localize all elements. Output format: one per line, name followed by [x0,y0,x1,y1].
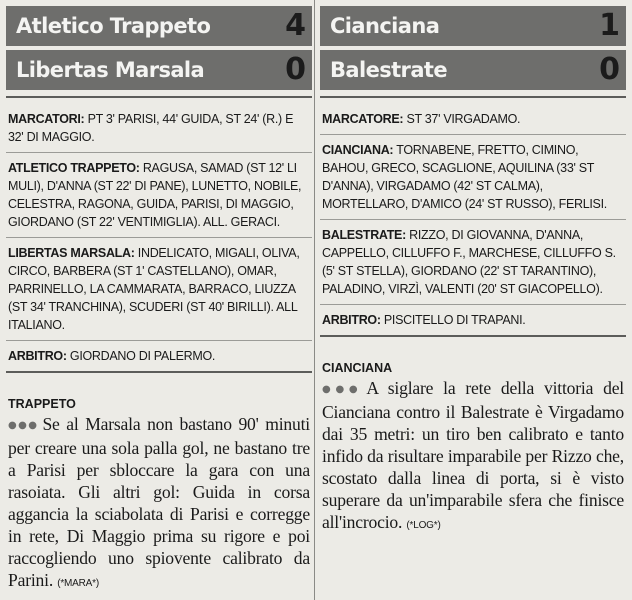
away-lineup-label: LIBERTAS MARSALA: [8,246,135,260]
referee-label: ARBITRO: [8,349,67,363]
home-lineup-block [6,153,312,238]
away-team-score: 0 [285,52,306,87]
away-lineup-block [6,238,312,341]
away-team-bar [6,50,312,90]
bullet-dots-icon: ●●● [322,384,363,395]
home-team-name: Cianciana [330,14,440,38]
author-signature: (*MARA*) [57,578,99,589]
home-lineup-label: CIANCIANA: [322,143,394,157]
scorers-text: PT 3' PARISI, 44' GUIDA, ST 24' (R.) E 32' DI MAGGIO. [8,112,294,144]
home-lineup-label: ATLETICO TRAPPETO: [8,161,140,175]
home-lineup-block [320,135,626,220]
home-team-score: 1 [599,8,620,43]
away-lineup-label: BALESTRATE: [322,228,406,242]
referee-block [6,341,312,373]
referee-block [320,305,626,337]
away-team-name: Libertas Marsala [16,58,205,82]
away-lineup-text: INDELICATO, MIGALI, OLIVA, CIRCO, BARBERA (ST 1' CASTELLANO), OMAR, PARRINELLO, LA CAMMARATA, BARRACO, LIUZZA (ST 34' TRANCHINA), SCUDERI (ST 40' BIRILLI). ALL ITALIANO. [8,246,300,332]
referee-text: GIORDANO DI PALERMO. [69,349,216,363]
away-lineup-text: RIZZO, DI GIOVANNA, D'ANNA, CAPPELLO, CILLUFFO F., MARCHESE, CILLUFFO S. (5' ST STELLA), GIORDANO (22' ST TARANTINO), PALADINO, VIRZÌ, VALENTI (20' ST GIACOPELLO). [322,228,616,296]
scorers-label: MARCATORE: [322,112,404,126]
scorers-block [6,98,312,153]
home-lineup-text: RAGUSA, SAMAD (ST 12' LI MULI), D'ANNA (ST 22' DI PANE), LUNETTO, NOBILE, CELESTRA, RAGONA, GUIDA, PARISI, DI MAGGIO, GIORDANO (ST 22' VENTIMIGLIA). ALL. GERACI. [8,161,302,229]
section-label: TRAPPETO [8,397,76,411]
home-team-bar [6,6,312,46]
article-text-block [320,375,626,537]
scorers-label: MARCATORI: [8,112,85,126]
article-body: A siglare la rete della vittoria del Cianciana contro il Balestrate è Virgadamo dai 35 metri: un tiro ben calibrato e tanto infido da risultare imparabile per Rizzo che, scostato dalla linea di porta, si è visto superare da un'imparabile sfera che finisce all'incrocio. [322,378,624,532]
match-report-cianciana [320,0,626,600]
home-lineup-text: TORNABENE, FRETTO, CIMINO, BAHOU, GRECO, SCAGLIONE, AQUILINA (33' ST D'ANNA), VIRGADAMO (42' ST CALMA), MORTELLARO, D'AMICO (24' ST RUSSO), FERLISI. [322,143,607,211]
bullet-dots-icon: ●●● [8,420,39,431]
referee-text: PISCITELLO DI TRAPANI. [383,313,526,327]
match-report-trappeto [6,0,312,600]
away-team-name: Balestrate [330,58,447,82]
scorers-block [320,98,626,135]
scorers-text: ST 37' VIRGADAMO. [406,112,521,126]
article-body: Se al Marsala non bastano 90' minuti per creare una sola palla gol, ne bastano tre a Parisi per sbloccare la gara con una rasoiata. Gli altri gol: Guida in corsa aggancia la sciabolata di Parisi e corregge in rete, Di Maggio prima su rigore e poi raccogliendo uno spiovente calibrato da Parini. [8,414,310,590]
article-text-block [6,411,312,595]
away-lineup-block [320,220,626,305]
home-team-bar [320,6,626,46]
section-label: CIANCIANA [322,361,393,375]
referee-label: ARBITRO: [322,313,381,327]
away-team-score: 0 [599,52,620,87]
column-divider [314,0,315,600]
author-signature: (*LOG*) [406,520,441,531]
away-team-bar [320,50,626,90]
home-team-name: Atletico Trappeto [16,14,211,38]
home-team-score: 4 [285,8,306,43]
